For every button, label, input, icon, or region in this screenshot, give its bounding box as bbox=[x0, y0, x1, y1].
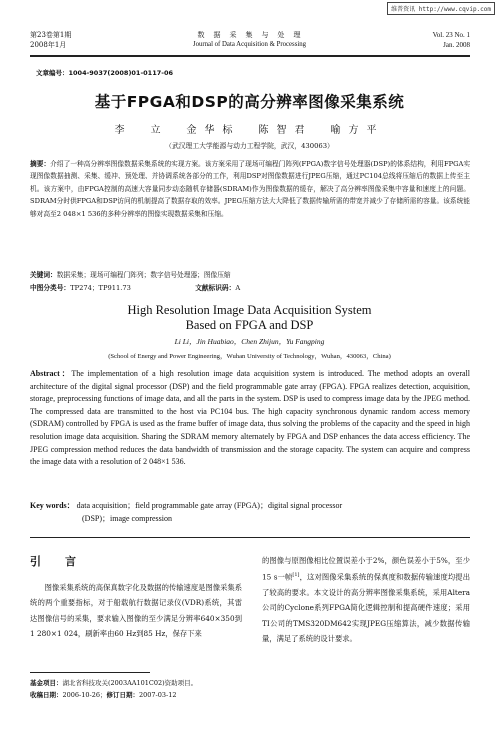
authors-en: Li Li，Jin Huabiao，Chen Zhijun，Yu Fangping bbox=[174, 337, 325, 346]
affiliation-en: (School of Energy and Power Engineering，Wuhan University of Technology，Wuhan，430063，China) bbox=[108, 353, 391, 360]
footnote-dates: 收稿日期：2006-10-26；修订日期：2007-03-12 bbox=[30, 691, 177, 699]
title-en-line1: High Resolution Image Data Acquisition System bbox=[127, 303, 372, 317]
received-date: 2006-10-26 bbox=[62, 691, 100, 699]
date-cn: 2008年1月 bbox=[30, 41, 67, 49]
article-number-text: 文章编号：1004-9037(2008)01-0117-06 bbox=[36, 69, 173, 77]
abstract-en-text: The implementation of a high resolution image data acquisition system is introduced. The method adopts an overall architecture of the digital signal processor (DSP) and the field programmable gate array (FPGA). FPGA realizes detection, acquisition, storage, preprocessing functions of image data, and all the parts in the system. DSP is used to compress image data by the JPEG method. The compressed data are transmitted to the host via PC104 bus. The high capacity synchronous dynamic random access memory (SDRAM) controlled by FPGA is used as the frame buffer of image data, thus solving the problems of the capacity and the speed in high resolution image data acquisition. Sharing the SDRAM memory alternately by FPGA and DSP enhances the data access efficiency. The JPEG compression method reduces the data bandwidth of transmission and the storage capacity. The system can acquire and compress the image data with a resolution of 2 048×1 536. bbox=[30, 369, 471, 467]
intro-left-column: 图像采集系统的高保真数字化及数据的传输速度是图像采集系统的两个重要指标，对于船载航行数据记录仪(VDR)系统，其雷达图像信号的采集，要求输入图像的至少满足分辨率640×350到1 280×1 024，刷新率由60 Hz到85 Hz，保存下来 bbox=[30, 583, 242, 638]
abstract-zh bbox=[30, 158, 470, 220]
header-rule bbox=[30, 55, 470, 57]
received-label: 收稿日期： bbox=[30, 691, 63, 699]
volume-cn: 第23卷第1期 bbox=[30, 31, 72, 39]
keywords-en bbox=[30, 500, 470, 525]
fund-text: 湖北省科技攻关(2003AA101C02)资助项目。 bbox=[62, 679, 198, 687]
doc-code-label: 文献标识码： bbox=[195, 284, 236, 292]
revised-label: 修订日期： bbox=[106, 691, 139, 699]
abstract-en bbox=[30, 368, 470, 469]
header-journal bbox=[0, 30, 499, 50]
keywords-en-text-2: (DSP)；image compression bbox=[82, 513, 172, 523]
section-heading-intro: 引言 bbox=[30, 555, 100, 568]
watermark-stamp: 维普资讯 http://www.cqvip.com bbox=[387, 2, 495, 15]
footnote-fund bbox=[30, 678, 197, 689]
header-volume-en bbox=[433, 30, 470, 50]
date-en: Jan. 2008 bbox=[443, 41, 470, 49]
doc-code-text: A bbox=[235, 284, 241, 292]
abstract-en-label: Abstract： bbox=[30, 369, 72, 378]
footnote-rule bbox=[30, 672, 150, 673]
authors-zh: 李 立 金华标 陈智君 喻方平 bbox=[114, 125, 385, 136]
classification-zh bbox=[30, 283, 470, 294]
keywords-zh-label: 关键词： bbox=[30, 271, 57, 279]
title-zh: 基于FPGA和DSP的高分辨率图像采集系统 bbox=[94, 93, 405, 111]
article-number bbox=[36, 68, 173, 78]
intro-right-text-2: ，这对图像采集系统的保真度和数据传输速度均提出了较高的要求。本文设计的高分辨率图像采集系统，采用Altera公司的Cyclone系列FPGA简化逻辑控制和提高硬件速度；采用TI公司的TMS320DM642实现JPEG压缩算法，减少数据传输量，满足了系统的设计要求。 bbox=[262, 572, 470, 643]
class-zh-label: 中图分类号： bbox=[30, 284, 71, 292]
keywords-en-text-1: data acquisition；field programmable gate array (FPGA)；digital signal processor bbox=[76, 501, 343, 510]
intro-right-column bbox=[262, 553, 470, 646]
volume-en: Vol. 23 No. 1 bbox=[432, 31, 470, 39]
keywords-zh-text: 数据采集；现场可编程门阵列；数字信号处理器；图像压缩 bbox=[56, 271, 231, 279]
journal-en: Journal of Data Acquisition & Processing bbox=[192, 41, 307, 48]
citation-ref: [1] bbox=[292, 572, 300, 579]
affiliation-zh: （武汉理工大学能源与动力工程学院，武汉，430063） bbox=[165, 142, 334, 150]
keywords-zh bbox=[30, 270, 470, 281]
title-en-line2: Based on FPGA and DSP bbox=[185, 318, 314, 332]
intro-right-text-1: 的图像与原图像相比位置误差小于2%，颜色误差小于5%，至少15 s一帧 bbox=[262, 556, 470, 582]
abstract-zh-label: 摘要： bbox=[30, 160, 51, 168]
revised-date: 2007-03-12 bbox=[138, 691, 177, 699]
keywords-en-label: Key words： bbox=[30, 501, 75, 510]
abstract-rule bbox=[30, 537, 470, 538]
abstract-zh-text: 介绍了一种高分辨率图像数据采集系统的实现方案。该方案采用了现场可编程门阵列(FPGA)数字信号处理器(DSP)的体系结构，利用FPGA实现图像数据抽测、采集、缓冲、预处理、并协调系统各部分的工作，利用DSP对图像数据进行JPEG压缩，通过PC104总线将压缩后的数据上传至主机。该方案中，由FPGA控制的高速大容量同步动态随机存储器(SDRAM)作为图像数据的缓存，解决了高分辨率图像采集中容量和速度上的问题。SDRAM分时供FPGA和DSP访问的机制提高了数据存取的效率。JPEG压缩方法大大降低了数据传输所需的带宽并减少了存储所需的容量。该系统能够对高至2 048×1 536的多种分辨率的图像实现数据采集和压缩。 bbox=[30, 160, 471, 218]
class-zh-text: TP274；TP911.73 bbox=[70, 284, 131, 292]
fund-label: 基金项目： bbox=[30, 679, 63, 687]
journal-cn: 数 据 采 集 与 处 理 bbox=[197, 31, 302, 39]
